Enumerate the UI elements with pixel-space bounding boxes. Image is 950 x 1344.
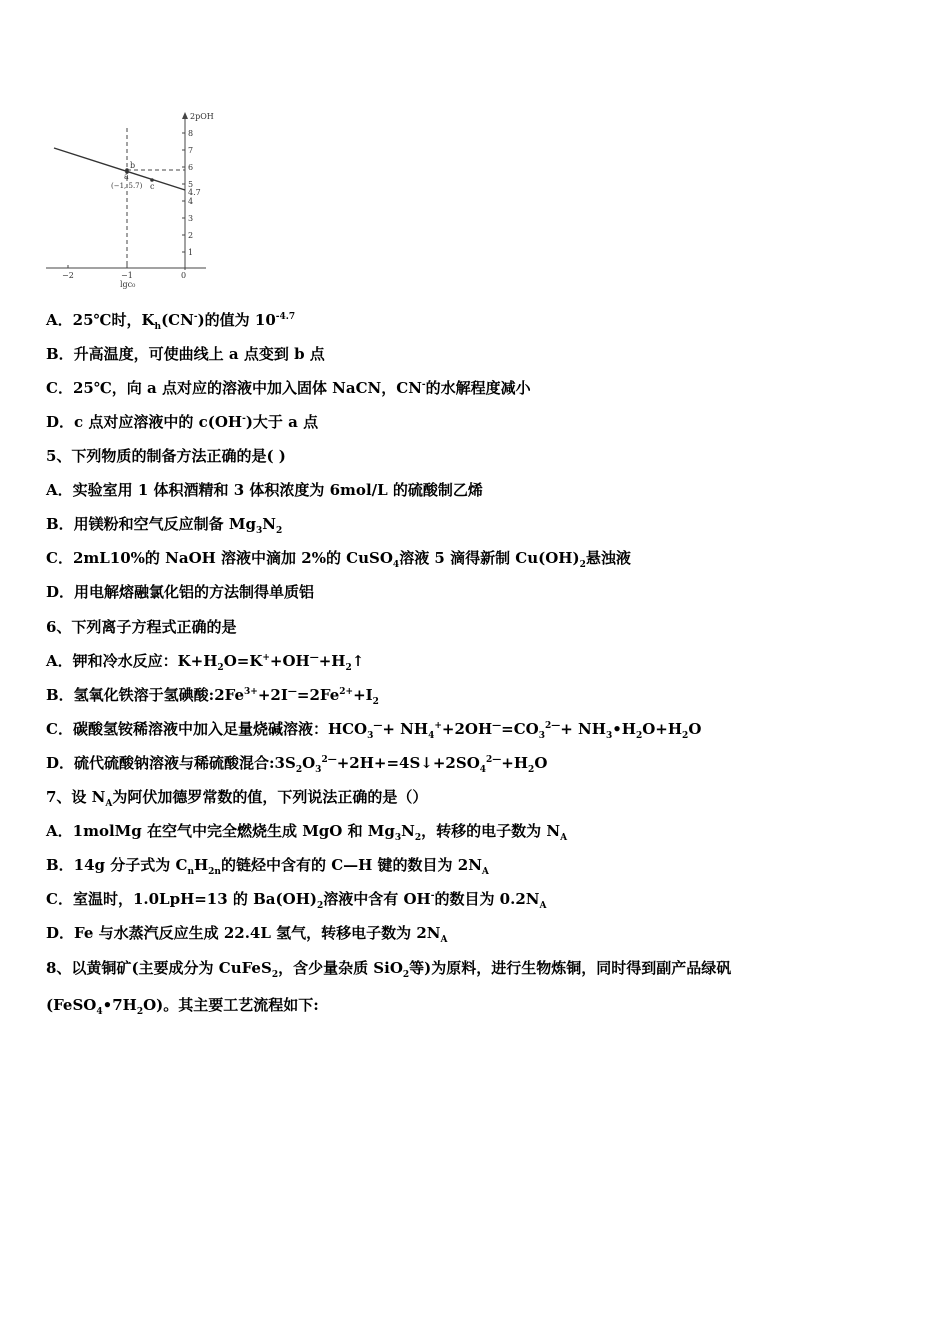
q5-stem: 5、下列物质的制备方法正确的是( ) [46,447,286,465]
q4-option-c: C．25℃，向 a 点对应的溶液中加入固体 NaCN，CN-的水解程度减小 [46,379,531,397]
q6-stem: 6、下列离子方程式正确的是 [46,618,237,636]
q6-option-c: C．碳酸氢铵稀溶液中加入足量烧碱溶液：$HCO_3^—+ NH_4^++2OH^—=CO_3^{2—}+$ $NH_3•H_2O+H_2O$ [46,720,702,741]
x-tick: −2 [62,271,74,280]
q7-option-b: B．14g 分子式为 $C_nH_{2n}$的链烃中含有的 C—H 键的数目为 $2N_A$ [46,856,489,877]
y-tick: 8 [188,129,194,138]
point-a-label: a [124,172,129,181]
q4-option-a: A．25℃时，$K_h(CN^-)$的值为 $10^{-4.7}$ [46,311,296,332]
y-tick: 5 [188,180,194,189]
q4-option-b: B．升高温度，可使曲线上 a 点变到 b 点 [46,345,325,363]
intercept-label: 4.7 [188,188,201,197]
q7-option-a: A．1molMg 在空气中完全燃烧生成 MgO 和 $Mg_3N_2$，转移的电子数为 $N_A$ [46,822,568,843]
point-c-label: c [150,182,155,191]
q8-stem-line2: $(FeSO_4•7H_2O)$。其主要工艺流程如下: [46,996,319,1017]
q5-option-d: D．用电解熔融氯化铝的方法制得单质铝 [46,583,315,601]
x-tick: −1 [121,271,133,280]
y-tick: 4 [188,197,194,206]
y-tick: 7 [188,146,194,155]
graph-figure [40,108,230,300]
q7-option-c: C．室温时，1.0LpH=13 的 $Ba(OH)_2$溶液中含有 OH-的数目为 $0.2N_A$ [46,890,547,911]
q6-option-a: A．钾和冷水反应：$K+H_2O=K^++OH^—+H_2↑$ [46,652,365,673]
x-tick: 0 [181,271,187,280]
q5-option-b: B．用镁粉和空气反应制备 $Mg_3N_2$ [46,515,283,536]
y-tick: 6 [188,163,194,172]
q8-stem-line1: 8、以黄铜矿(主要成分为 CuFeS$_2$，含少量杂质 SiO$_2$等)为原料，进行生物炼铜，同时得到副产品绿矾 [46,959,732,980]
y-tick: 2 [188,231,194,240]
q6-option-d: D．硫代硫酸钠溶液与稀硫酸混合$:3S_2O_3^{2—}+2H+=4S↓+2SO_4^{2—}+H_2O$ [46,754,548,775]
point-b-label: b [130,161,136,170]
q4-option-d: D．c 点对应溶液中的 c(OH-)大于 a 点 [46,413,319,431]
y-tick: 3 [188,214,194,223]
q5-option-a: A．实验室用 1 体积酒精和 3 体积浓度为 6mol/L 的硫酸制乙烯 [46,481,483,499]
x-axis-label: lgc₀ [120,280,136,289]
q7-stem: 7、设 $N_A$为阿伏加德罗常数的值，下列说法正确的是（） [46,788,428,809]
q6-option-b: B．氢氧化铁溶于氢碘酸$:2Fe^{3+}+2I^—=2Fe^{2+}+I_2$ [46,686,379,707]
q7-option-d: D．Fe 与水蒸汽反应生成 22.4L 氢气，转移电子数为 $2N_A$ [46,924,448,945]
y-tick: 1 [188,248,194,257]
point-a-coordinate: (−1, 5.7) [111,182,143,190]
q5-option-c: C．2mL10%的 NaOH 溶液中滴加 2%的 CuSO$_4$溶液 5 滴得新制 $Cu(OH)_2$悬浊液 [46,549,631,570]
y-axis-label: 2pOH [190,112,214,121]
